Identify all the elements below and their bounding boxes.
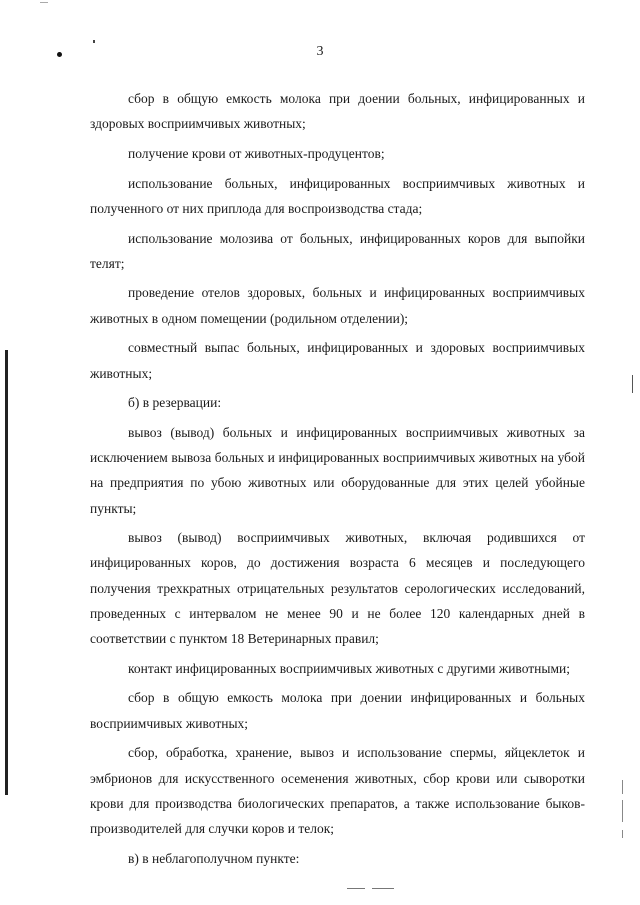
scan-dash bbox=[347, 888, 365, 889]
paragraph: сбор, обработка, хранение, вывоз и использование спермы, яйцеклеток и эмбрионов для искусственного осеменения животных, сбор крови или сыворотки крови для производства биологических препаратов, а также использование быков-производителей для случки коров и телок; bbox=[90, 745, 585, 836]
scan-tick bbox=[93, 40, 95, 43]
scan-dash bbox=[372, 888, 394, 889]
scan-right-mark bbox=[632, 375, 633, 393]
document-body bbox=[90, 86, 585, 871]
scan-noise bbox=[622, 830, 623, 838]
paragraph: использование больных, инфицированных восприимчивых животных и полученного от них приплода для воспроизводства стада; bbox=[90, 175, 585, 216]
section-heading: в) в неблагополучном пункте: bbox=[128, 850, 300, 866]
paragraph: совместный выпас больных, инфицированных и здоровых восприимчивых животных; bbox=[90, 340, 585, 381]
page-number: 3 bbox=[316, 44, 324, 59]
scan-left-edge bbox=[5, 350, 8, 795]
scan-noise bbox=[622, 780, 623, 794]
paragraph: вывоз (вывод) восприимчивых животных, включая родившихся от инфицированных коров, до достижения возраста 6 месяцев и последующего получения трехкратных отрицательных результатов серологических исследований, проведенных с интервалом не менее 90 и не более 120 календарных дней в соответствии с пунктом 18 Ветеринарных правил; bbox=[90, 530, 585, 647]
section-heading: б) в резервации: bbox=[128, 395, 222, 411]
paragraph: сбор в общую емкость молока при доении инфицированных и больных восприимчивых животных; bbox=[90, 690, 585, 731]
scan-artifact bbox=[40, 2, 48, 3]
paragraph: контакт инфицированных восприимчивых животных с другими животными; bbox=[128, 660, 570, 676]
paragraph: проведение отелов здоровых, больных и инфицированных восприимчивых животных в одном помещении (родильном отделении); bbox=[90, 285, 585, 326]
paragraph: вывоз (вывод) больных и инфицированных восприимчивых животных за исключением вывоза больных и инфицированных восприимчивых животных на убой на предприятия по убою животных или оборудованные для этих целей убойные пункты; bbox=[90, 424, 585, 516]
paragraph: получение крови от животных-продуцентов; bbox=[128, 145, 385, 161]
scan-noise bbox=[622, 800, 623, 822]
paragraph: использование молозива от больных, инфицированных коров для выпойки телят; bbox=[90, 230, 585, 271]
paragraph: сбор в общую емкость молока при доении больных, инфицированных и здоровых восприимчивых животных; bbox=[90, 91, 585, 132]
